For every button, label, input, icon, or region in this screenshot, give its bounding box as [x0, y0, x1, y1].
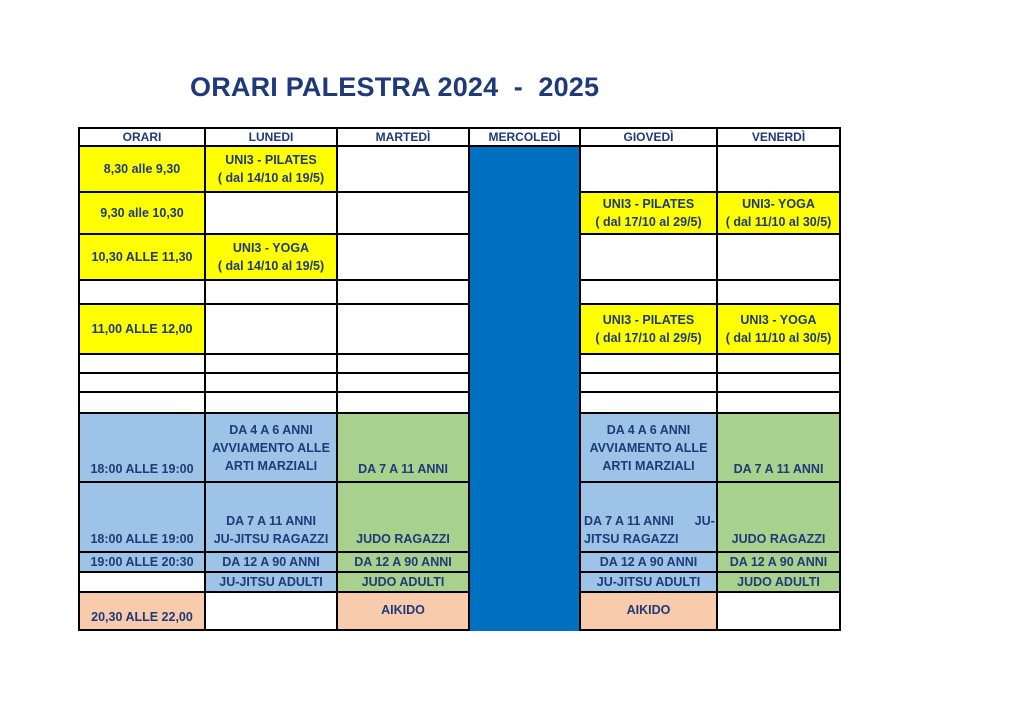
empty-cell [78, 374, 206, 393]
activity-line: AVVIAMENTO ALLE [212, 440, 330, 455]
empty-cell [718, 355, 841, 374]
activity-line: JU-JITSU RAGAZZI [213, 532, 329, 546]
empty-cell [581, 281, 718, 305]
time-cell: 11,00 ALLE 12,00 [78, 305, 206, 355]
empty-cell [338, 374, 470, 393]
empty-cell [78, 281, 206, 305]
empty-cell [718, 593, 841, 631]
time-cell: 8,30 alle 9,30 [78, 147, 206, 193]
empty-cell [78, 573, 206, 593]
header-mercoledi: MERCOLEDÌ [470, 127, 581, 147]
activity-cell-tue-kids-7-11: DA 7 A 11 ANNI [338, 414, 470, 483]
empty-cell [718, 374, 841, 393]
activity-name: UNI3 - YOGA [740, 313, 817, 327]
header-orari: ORARI [78, 127, 206, 147]
empty-cell [718, 235, 841, 281]
activity-cell-tue-judo-kids: JUDO RAGAZZI [338, 483, 470, 553]
empty-cell [206, 305, 338, 355]
activity-period: ( dal 14/10 al 19/5) [217, 171, 325, 185]
activity-cell-mon-kids-4-6 [206, 414, 338, 483]
activity-line: ARTI MARZIALI [224, 458, 318, 473]
activity-name: UNI3 - PILATES [602, 197, 695, 211]
empty-cell [718, 281, 841, 305]
header-lunedi: LUNEDI [206, 127, 338, 147]
activity-cell-mon-pilates [206, 147, 338, 193]
empty-cell [206, 281, 338, 305]
empty-cell [581, 393, 718, 414]
activity-name: UNI3 - YOGA [232, 241, 310, 255]
activity-cell-fri-adults-age: DA 12 A 90 ANNI [718, 553, 841, 573]
activity-cell-fri-judo-kids: JUDO RAGAZZI [718, 483, 841, 553]
time-cell: 19:00 ALLE 20:30 [78, 553, 206, 573]
activity-cell-fri-kids-7-11: DA 7 A 11 ANNI [718, 414, 841, 483]
activity-line: JITSU RAGAZZI [584, 532, 679, 546]
schedule-table [78, 127, 841, 633]
empty-cell [206, 355, 338, 374]
wednesday-closed-column [470, 147, 581, 631]
empty-cell [338, 281, 470, 305]
empty-cell [718, 147, 841, 193]
empty-cell [338, 393, 470, 414]
activity-cell-fri-yoga [718, 193, 841, 235]
time-cell: 20,30 ALLE 22,00 [78, 593, 206, 631]
empty-cell [581, 147, 718, 193]
activity-cell-mon-jujitsu-kids [206, 483, 338, 553]
activity-name: UNI3 - PILATES [225, 153, 317, 167]
empty-cell [78, 355, 206, 374]
empty-cell [581, 235, 718, 281]
time-cell: 18:00 ALLE 19:00 [78, 414, 206, 483]
empty-cell [581, 355, 718, 374]
activity-period: ( dal 14/10 al 19/5) [217, 259, 325, 273]
activity-period: ( dal 11/10 al 30/5) [725, 215, 832, 229]
empty-cell [338, 305, 470, 355]
activity-cell-tue-aikido: AIKIDO [338, 593, 470, 631]
header-giovedi: GIOVEDÌ [581, 127, 718, 147]
empty-cell [206, 193, 338, 235]
empty-cell [206, 593, 338, 631]
time-cell: 18:00 ALLE 19:00 [78, 483, 206, 553]
activity-line: ARTI MARZIALI [602, 458, 695, 473]
empty-cell [338, 235, 470, 281]
empty-cell [78, 393, 206, 414]
activity-cell-thu-pilates [581, 305, 718, 355]
activity-cell-thu-jujitsu-adults: JU-JITSU ADULTI [581, 573, 718, 593]
header-venerdi: VENERDÌ [718, 127, 841, 147]
activity-cell-thu-jujitsu-kids [581, 483, 718, 553]
activity-cell-tue-adults-age: DA 12 A 90 ANNI [338, 553, 470, 573]
activity-cell-thu-pilates [581, 193, 718, 235]
empty-cell [718, 393, 841, 414]
activity-name: UNI3- YOGA [742, 197, 815, 211]
activity-line: DA 7 A 11 ANNI JU- [584, 514, 715, 528]
empty-cell [581, 374, 718, 393]
time-cell: 10,30 ALLE 11,30 [78, 235, 206, 281]
activity-line: DA 7 A 11 ANNI [226, 514, 316, 528]
empty-cell [338, 147, 470, 193]
activity-line: DA 4 A 6 ANNI [229, 422, 313, 437]
activity-cell-mon-adults-age: DA 12 A 90 ANNI [206, 553, 338, 573]
activity-cell-fri-judo-adults: JUDO ADULTI [718, 573, 841, 593]
activity-period: ( dal 17/10 al 29/5) [595, 215, 702, 229]
page-title: ORARI PALESTRA 2024 - 2025 [190, 72, 600, 102]
empty-cell [338, 193, 470, 235]
activity-cell-mon-yoga [206, 235, 338, 281]
time-cell: 9,30 alle 10,30 [78, 193, 206, 235]
activity-cell-thu-adults-age: DA 12 A 90 ANNI [581, 553, 718, 573]
activity-period: ( dal 11/10 al 30/5) [725, 331, 832, 345]
activity-cell-thu-kids-4-6 [581, 414, 718, 483]
activity-cell-thu-aikido: AIKIDO [581, 593, 718, 631]
empty-cell [206, 393, 338, 414]
header-martedi: MARTEDÌ [338, 127, 470, 147]
activity-cell-fri-yoga [718, 305, 841, 355]
empty-cell [338, 355, 470, 374]
activity-cell-mon-jujitsu-adults: JU-JITSU ADULTI [206, 573, 338, 593]
activity-period: ( dal 17/10 al 29/5) [595, 331, 702, 345]
activity-line: AVVIAMENTO ALLE [589, 440, 708, 455]
empty-cell [206, 374, 338, 393]
activity-cell-tue-judo-adults: JUDO ADULTI [338, 573, 470, 593]
activity-line: DA 4 A 6 ANNI [606, 422, 691, 437]
activity-name: UNI3 - PILATES [602, 313, 695, 327]
